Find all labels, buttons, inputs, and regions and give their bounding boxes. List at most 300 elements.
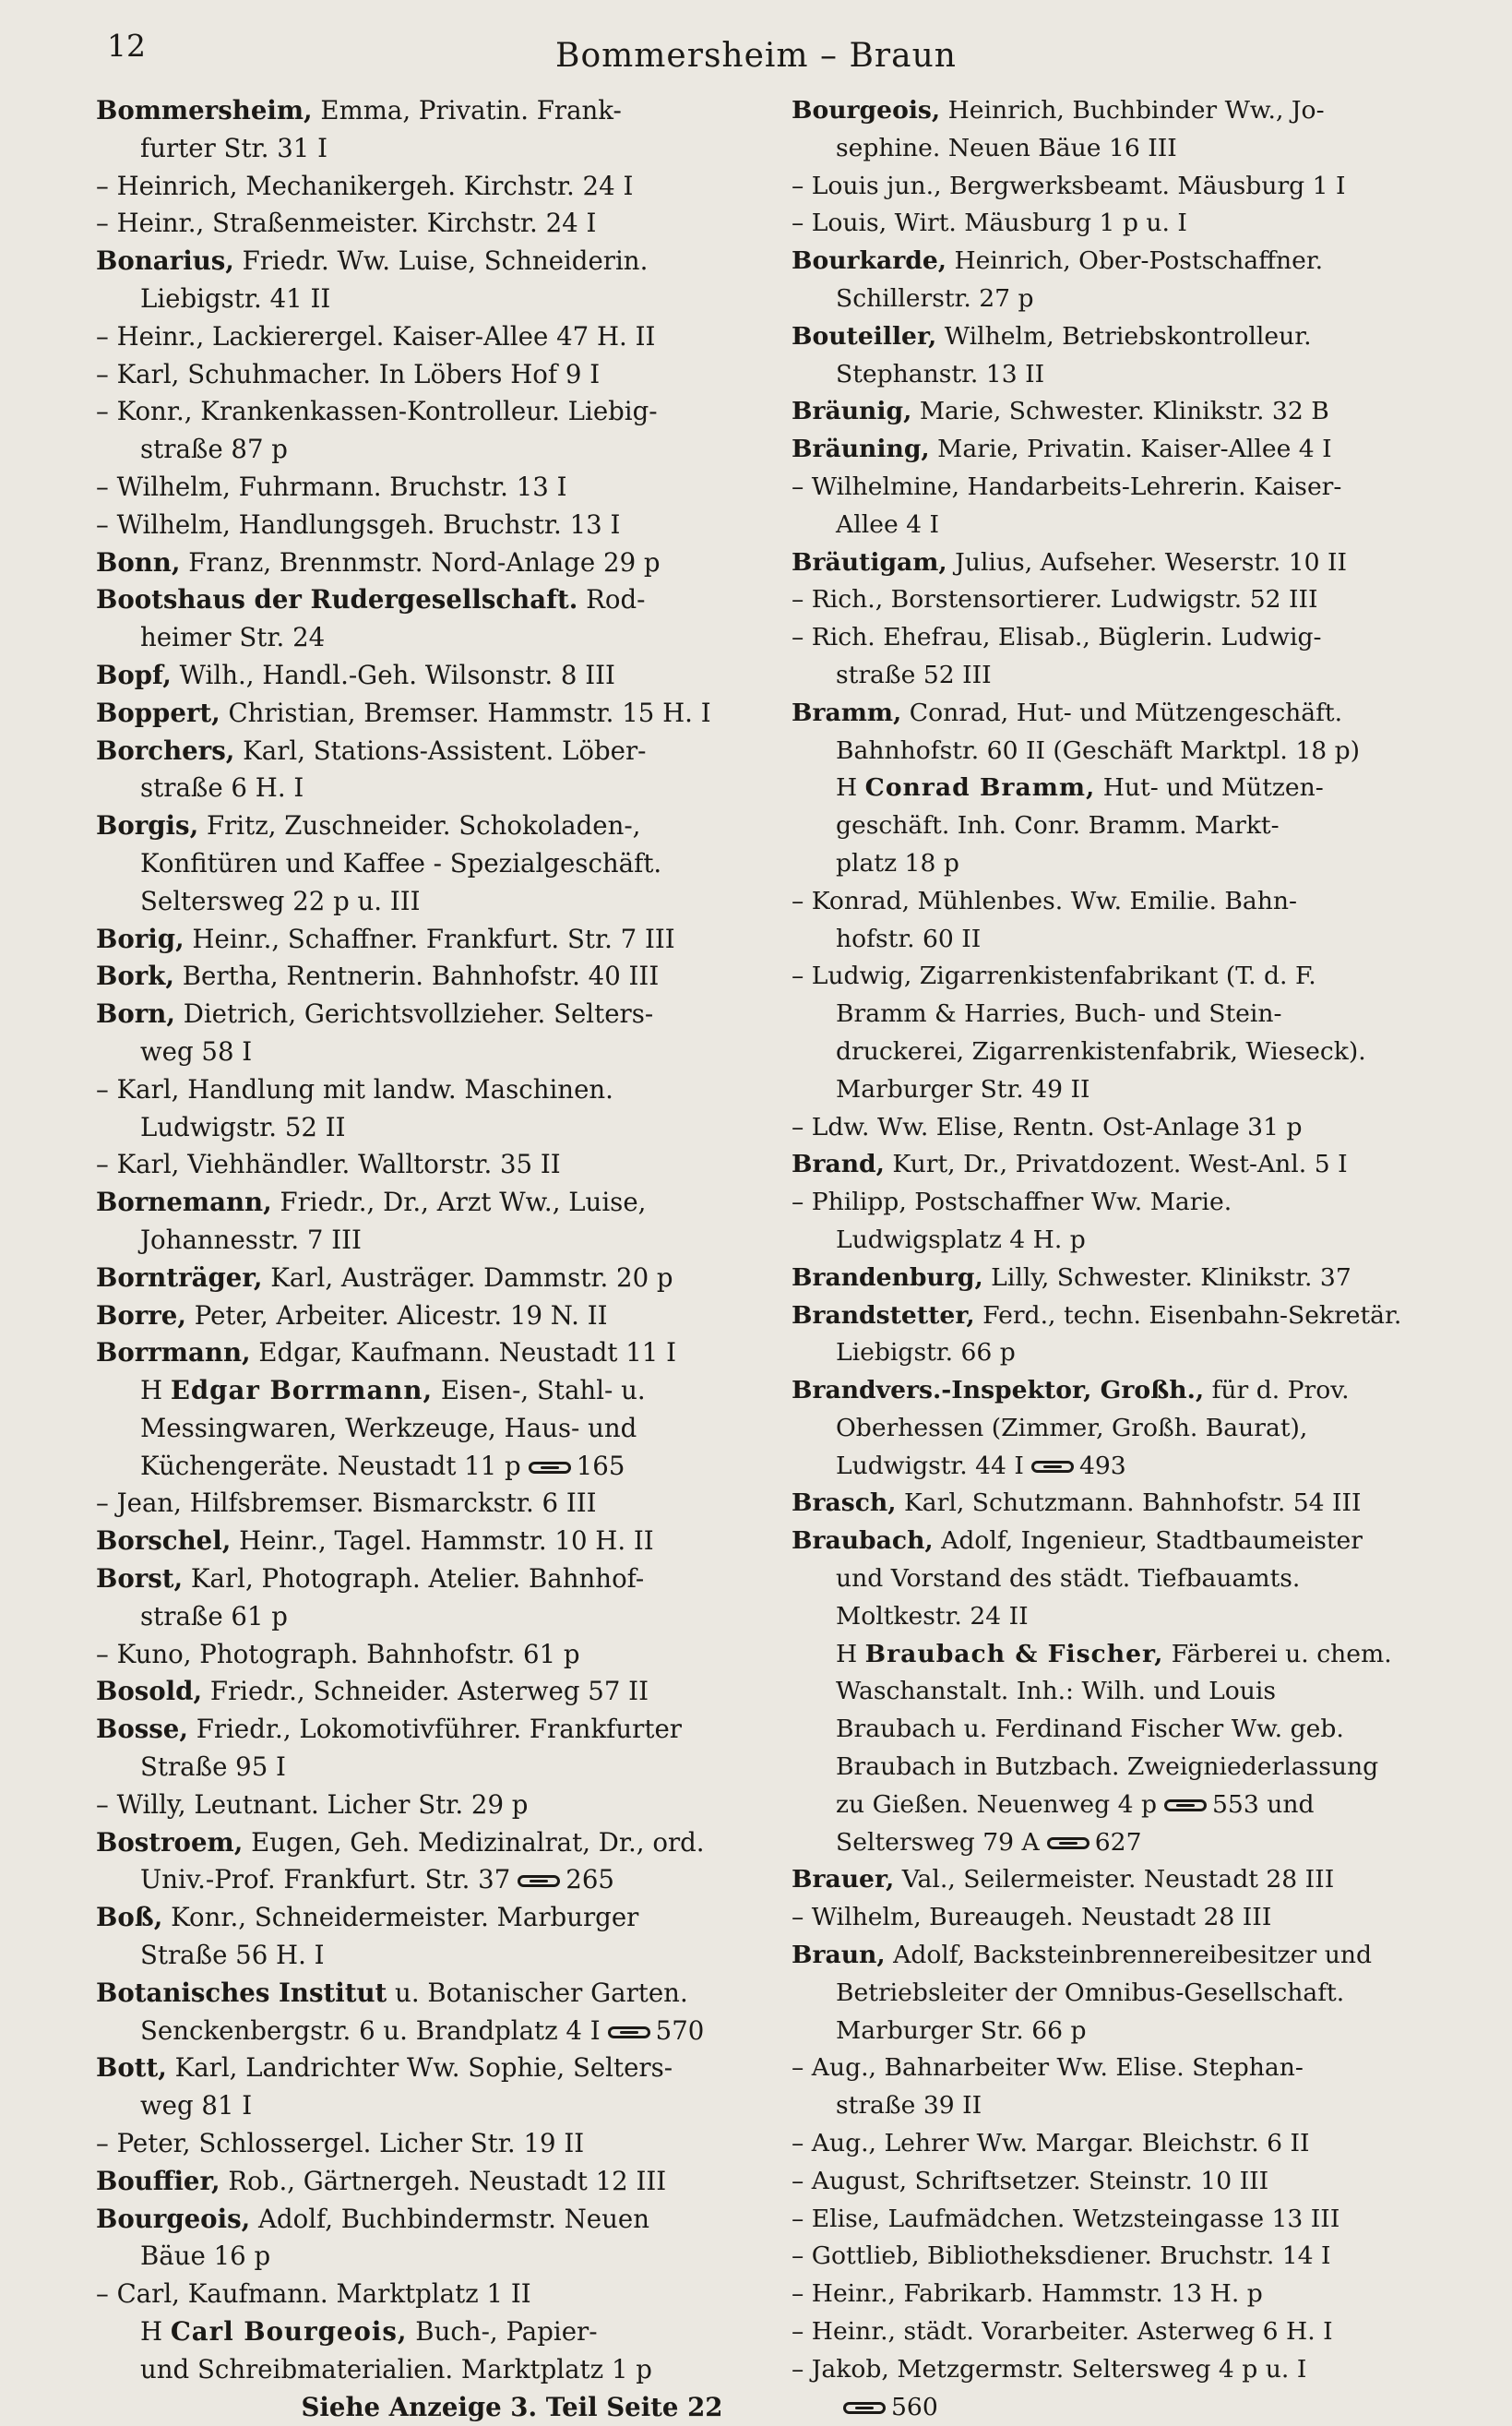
- entry-text: Friedr., Dr., Arzt Ww., Luise,: [271, 1187, 647, 1218]
- entry-surname: Bostroem,: [96, 1826, 244, 1858]
- directory-entry-line: [792, 996, 1456, 1034]
- entry-text: Peter, Arbeiter. Alicestr. 19 N. II: [185, 1299, 608, 1331]
- entry-surname: Brandstetter,: [792, 1300, 975, 1330]
- directory-entry-line: [792, 1749, 1456, 1787]
- entry-text: – Wilhelmine, Handarbeits-Lehrerin. Kaiser-: [792, 472, 1342, 501]
- entry-text: Straße 95 I: [140, 1751, 286, 1783]
- directory-entry-line: [96, 205, 790, 243]
- entry-text: Wilhelm, Betriebskontrolleur.: [936, 321, 1312, 351]
- entry-text: – Ldw. Ww. Elise, Rentn. Ost-Anlage 31 p: [792, 1112, 1303, 1141]
- directory-entry-line: [792, 281, 1456, 318]
- directory-entry-line: [792, 2276, 1456, 2313]
- page-header: Bommersheim – Braun: [555, 37, 957, 75]
- entry-text: – Louis jun., Bergwerksbeamt. Mäusburg 1 I: [792, 171, 1346, 200]
- entry-text: Rod-: [577, 584, 646, 615]
- entry-text: Marie, Privatin. Kaiser-Allee 4 I: [929, 435, 1332, 464]
- entry-surname: Bräutigam,: [792, 547, 947, 577]
- directory-entry-line: [96, 243, 790, 281]
- entry-surname: Bott,: [96, 2052, 167, 2084]
- entry-text: – Heinr., Straßenmeister. Kirchstr. 24 I: [96, 208, 597, 239]
- directory-entry-line: [792, 168, 1456, 206]
- entry-text: Marie, Schwester. Klinikstr. 32 B: [911, 397, 1329, 426]
- directory-entry-line: [792, 958, 1456, 996]
- entry-text: weg 81 I: [140, 2090, 253, 2121]
- telephone-icon: [1031, 1461, 1074, 1473]
- entry-surname: Brandenburg,: [792, 1262, 983, 1292]
- entry-text: – Heinrich, Mechanikergeh. Kirchstr. 24 I: [96, 170, 634, 201]
- directory-entry-line: [96, 1673, 790, 1711]
- entry-text: Friedr. Ww. Luise, Schneiderin.: [233, 245, 649, 277]
- entry-text: Schillerstr. 27 p: [836, 283, 1034, 313]
- directory-entry-line: [792, 2087, 1456, 2125]
- directory-entry-line: [96, 619, 790, 657]
- directory-entry-line: [792, 1071, 1456, 1109]
- entry-text: Lilly, Schwester. Klinikstr. 37: [982, 1262, 1351, 1292]
- entry-surname: Boß,: [96, 1902, 163, 1933]
- entry-surname: Bonn,: [96, 546, 181, 578]
- advert-marker: H: [140, 2316, 171, 2348]
- entry-text: – Peter, Schlossergel. Licher Str. 19 II: [96, 2128, 585, 2159]
- directory-entry-line: [96, 168, 790, 206]
- entry-surname: Bräunig,: [792, 397, 912, 426]
- directory-entry-line: [96, 807, 790, 845]
- entry-text: Eugen, Geh. Medizinalrat, Dr., ord.: [243, 1826, 705, 1858]
- entry-text: Oberhessen (Zimmer, Großh. Baurat),: [836, 1413, 1308, 1442]
- entry-text: Wilh., Handl.-Geh. Wilsonstr. 8 III: [171, 659, 615, 690]
- directory-entry-line: [96, 1636, 790, 1674]
- directory-entry-line: [96, 1787, 790, 1824]
- entry-surname: Bouteiller,: [792, 321, 937, 351]
- directory-entry-line: [792, 657, 1456, 695]
- entry-surname: Brauer,: [792, 1865, 895, 1894]
- telephone-icon: [843, 2402, 886, 2414]
- entry-text: Karl, Landrichter Ww. Sophie, Selters-: [166, 2052, 673, 2084]
- entry-surname: Bräuning,: [792, 435, 930, 464]
- entry-text: – Jakob, Metzgermstr. Seltersweg 4 p u. I: [792, 2354, 1307, 2384]
- directory-entry-line: [96, 1071, 790, 1109]
- directory-entry-line: [792, 1297, 1456, 1335]
- entry-text: Ludwigstr. 52 II: [140, 1111, 346, 1142]
- entry-text: Franz, Brennmstr. Nord-Anlage 29 p: [180, 546, 661, 578]
- telephone-number: 165: [576, 1450, 625, 1481]
- entry-surname: Bornträger,: [96, 1261, 263, 1293]
- directory-entry-line: [96, 1975, 790, 2013]
- telephone-number: 570: [655, 2014, 705, 2046]
- directory-entry-line: [96, 1937, 790, 1975]
- directory-entry-line: [792, 1523, 1456, 1560]
- telephone-icon: [1047, 1837, 1089, 1849]
- directory-entry-line: [792, 469, 1456, 507]
- directory-entry-line: [792, 1560, 1456, 1598]
- entry-text: Seltersweg 22 p u. III: [140, 885, 421, 916]
- directory-entry-line: [792, 695, 1456, 733]
- telephone-icon: [1164, 1799, 1207, 1811]
- entry-text: weg 58 I: [140, 1035, 253, 1067]
- directory-entry-line: [96, 1109, 790, 1147]
- entry-text: Christian, Bremser. Hammstr. 15 H. I: [220, 697, 711, 728]
- entry-text: – Gottlieb, Bibliotheksdiener. Bruchstr. 14 I: [792, 2241, 1331, 2271]
- entry-text: Karl, Stations-Assistent. Löber-: [234, 735, 647, 766]
- directory-entry-line: [96, 1260, 790, 1297]
- directory-entry-line: [792, 1787, 1456, 1824]
- advert-firm-name: Conrad Bramm,: [864, 773, 1096, 803]
- directory-entry-line: [792, 2238, 1456, 2276]
- directory-entry-line: [96, 318, 790, 356]
- entry-text: Eisen-, Stahl- u.: [433, 1375, 646, 1406]
- entry-surname: Braun,: [792, 1941, 886, 1970]
- entry-text: straße 6 H. I: [140, 772, 304, 804]
- entry-surname: Brasch,: [792, 1488, 897, 1518]
- directory-entry-line: [792, 1824, 1456, 1862]
- directory-entry-line: [96, 1598, 790, 1636]
- directory-entry-line: [96, 281, 790, 318]
- directory-entry-line: [96, 733, 790, 771]
- entry-text: Adolf, Ingenieur, Stadtbaumeister: [933, 1526, 1363, 1556]
- entry-text: straße 61 p: [140, 1600, 288, 1631]
- directory-entry-line: [96, 1711, 790, 1749]
- entry-text: Stephanstr. 13 II: [836, 359, 1045, 388]
- directory-entry-line: [96, 657, 790, 695]
- entry-text: Edgar, Kaufmann. Neustadt 11 I: [250, 1337, 677, 1368]
- directory-entry-line: [96, 1523, 790, 1560]
- directory-entry-line: [792, 2125, 1456, 2163]
- entry-text: Kurt, Dr., Privatdozent. West-Anl. 5 I: [884, 1150, 1348, 1179]
- directory-entry-line: [96, 921, 790, 959]
- entry-text: Julius, Aufseher. Weserstr. 10 II: [946, 547, 1348, 577]
- directory-entry-line: [96, 1372, 790, 1410]
- directory-entry-line: [792, 1222, 1456, 1260]
- directory-entry-line: [792, 205, 1456, 243]
- directory-entry-line: [792, 243, 1456, 281]
- entry-text: Liebigstr. 41 II: [140, 282, 331, 314]
- directory-entry-line: [96, 1485, 790, 1523]
- entry-surname: Borgis,: [96, 810, 199, 842]
- entry-text: sephine. Neuen Bäue 16 III: [836, 133, 1177, 162]
- entry-text: und Schreibmaterialien. Marktplatz 1 p: [140, 2353, 652, 2384]
- entry-text: Heinrich, Ober-Postschaffner.: [946, 246, 1324, 276]
- directory-entry-line: [792, 581, 1456, 619]
- entry-surname: Braubach,: [792, 1526, 934, 1556]
- directory-entry-line: [96, 2201, 790, 2239]
- directory-entry-line: [96, 2276, 790, 2313]
- entry-text: Heinr., Schaffner. Frankfurt. Str. 7 III: [184, 923, 675, 954]
- directory-entry-line: [96, 431, 790, 469]
- directory-entry-line: [792, 1334, 1456, 1372]
- directory-entry-line: [96, 1184, 790, 1222]
- entry-surname: Brand,: [792, 1150, 885, 1179]
- advert-reference: Siehe Anzeige 3. Teil Seite 22: [301, 2391, 723, 2422]
- directory-entry-line: [792, 2050, 1456, 2087]
- directory-entry-line: [792, 2201, 1456, 2239]
- entry-text: Dietrich, Gerichtsvollzieher. Selters-: [174, 998, 654, 1030]
- entry-text: Karl, Photograph. Atelier. Bahnhof-: [183, 1563, 645, 1595]
- entry-text: – Aug., Bahnarbeiter Ww. Elise. Stephan-: [792, 2053, 1304, 2083]
- directory-entry-line: [96, 958, 790, 996]
- entry-text: – Philipp, Postschaffner Ww. Marie.: [792, 1188, 1232, 1217]
- entry-surname: Bourgeois,: [96, 2203, 251, 2234]
- entry-surname: Bootshaus der Rudergesellschaft.: [96, 584, 578, 615]
- advert-marker: H: [140, 1375, 171, 1406]
- entry-text: Val., Seilermeister. Neustadt 28 III: [894, 1865, 1335, 1894]
- entry-text: – Louis, Wirt. Mäusburg 1 p u. I: [792, 209, 1187, 238]
- entry-text: Ludwigsplatz 4 H. p: [836, 1225, 1086, 1254]
- directory-entry-line: [792, 1146, 1456, 1184]
- directory-entry-line: [96, 845, 790, 883]
- entry-text: furter Str. 31 I: [140, 132, 328, 163]
- entry-surname: Borig,: [96, 923, 185, 954]
- directory-entry-line: [792, 2163, 1456, 2201]
- directory-entry-line: [96, 2313, 790, 2351]
- directory-entry-line: [96, 1560, 790, 1598]
- directory-entry-line: [792, 356, 1456, 394]
- directory-entry-line: [96, 92, 790, 130]
- directory-entry-line: [96, 2087, 790, 2125]
- entry-text: Bramm & Harries, Buch- und Stein-: [836, 999, 1282, 1029]
- directory-entry-line: [96, 1334, 790, 1372]
- directory-entry-line: [96, 1899, 790, 1937]
- telephone-number: 560: [891, 2392, 938, 2421]
- entry-surname: Bopf,: [96, 659, 172, 690]
- entry-text: Allee 4 I: [836, 509, 940, 539]
- entry-text: Marburger Str. 66 p: [836, 2015, 1087, 2045]
- directory-entry-line: [96, 469, 790, 507]
- entry-text: Braubach in Butzbach. Zweigniederlassung: [836, 1752, 1379, 1782]
- entry-text: Adolf, Backsteinbrennereibesitzer und: [885, 1941, 1372, 1970]
- entry-text: – Karl, Schuhmacher. In Löbers Hof 9 I: [96, 358, 601, 389]
- entry-text: – Kuno, Photograph. Bahnhofstr. 61 p: [96, 1638, 580, 1669]
- directory-entry-line: [792, 1899, 1456, 1937]
- directory-entry-line: [96, 1222, 790, 1260]
- entry-text: Adolf, Buchbindermstr. Neuen: [250, 2203, 649, 2234]
- entry-text: Buch-, Papier-: [407, 2316, 598, 2348]
- directory-entry-line: [96, 393, 790, 431]
- entry-text: zu Gießen. Neuenweg 4 p: [836, 1789, 1157, 1819]
- directory-entry-line: [792, 1937, 1456, 1975]
- directory-entry-line: [96, 1034, 790, 1071]
- directory-entry-line: [792, 507, 1456, 544]
- directory-entry-line: [96, 2013, 790, 2050]
- entry-text: Heinrich, Buchbinder Ww., Jo-: [940, 96, 1325, 125]
- directory-entry-line: [96, 1824, 790, 1862]
- entry-text: Waschanstalt. Inh.: Wilh. und Louis: [836, 1677, 1277, 1706]
- entry-text: Messingwaren, Werkzeuge, Haus- und: [140, 1412, 637, 1443]
- directory-entry-line: [96, 1146, 790, 1184]
- directory-entry-line: [792, 619, 1456, 657]
- entry-text: Friedr., Lokomotivführer. Frankfurter: [187, 1714, 682, 1745]
- entry-surname: Bourgeois,: [792, 96, 941, 125]
- entry-text: – Carl, Kaufmann. Marktplatz 1 II: [96, 2278, 531, 2310]
- directory-entry-line: [792, 1109, 1456, 1147]
- telephone-number: 627: [1094, 1827, 1142, 1857]
- entry-text: – Aug., Lehrer Ww. Margar. Bleichstr. 6 II: [792, 2129, 1310, 2158]
- advert-firm-name: Carl Bourgeois,: [170, 2316, 408, 2348]
- directory-entry-line: [96, 770, 790, 807]
- entry-text: Senckenbergstr. 6 u. Brandplatz 4 I: [140, 2014, 601, 2046]
- telephone-icon: [518, 1875, 560, 1887]
- directory-entry-line: [792, 1861, 1456, 1899]
- directory-entry-line: [96, 2351, 790, 2389]
- directory-entry-line: [96, 996, 790, 1034]
- entry-surname: Brandvers.-Inspektor, Großh.,: [792, 1376, 1205, 1405]
- directory-entry-line: [792, 431, 1456, 469]
- entry-text: Hut- und Mützen-: [1095, 773, 1324, 803]
- entry-text: Betriebsleiter der Omnibus-Gesellschaft.: [836, 1978, 1345, 2007]
- directory-entry-line: [792, 2313, 1456, 2351]
- left-column: [96, 92, 790, 2426]
- directory-entry-line: [96, 1749, 790, 1787]
- directory-entry-line: [96, 1448, 790, 1486]
- telephone-number: 493: [1078, 1451, 1126, 1480]
- entry-text: hofstr. 60 II: [836, 924, 982, 953]
- entry-surname: Borst,: [96, 1563, 184, 1595]
- entry-text: geschäft. Inh. Conr. Bramm. Markt-: [836, 811, 1280, 841]
- directory-entry-line: [792, 393, 1456, 431]
- directory-entry-line: [792, 1410, 1456, 1448]
- entry-text: – Karl, Viehhändler. Walltorstr. 35 II: [96, 1149, 561, 1180]
- directory-entry-line: [792, 1711, 1456, 1749]
- entry-surname: Bourkarde,: [792, 246, 947, 276]
- entry-text: – Heinr., Lackierergel. Kaiser-Allee 47 H. II: [96, 320, 656, 352]
- entry-text: Karl, Schutzmann. Bahnhofstr. 54 III: [896, 1488, 1362, 1518]
- entry-text: – Rich. Ehefrau, Elisab., Büglerin. Ludwig-: [792, 623, 1322, 652]
- entry-text: Konfitüren und Kaffee - Spezialgeschäft.: [140, 847, 662, 878]
- entry-surname: Bosse,: [96, 1714, 188, 1745]
- directory-entry-line: [96, 2050, 790, 2087]
- entry-text: – Wilhelm, Fuhrmann. Bruchstr. 13 I: [96, 471, 567, 502]
- directory-entry-line: [792, 921, 1456, 959]
- entry-surname: Borchers,: [96, 735, 235, 766]
- entry-text: Färberei u. chem.: [1163, 1639, 1392, 1668]
- entry-text: – Ludwig, Zigarrenkistenfabrikant (T. d. F.: [792, 962, 1316, 991]
- entry-surname: Borre,: [96, 1299, 186, 1331]
- entry-text: – Wilhelm, Bureaugeh. Neustadt 28 III: [792, 1903, 1272, 1932]
- entry-text: – Elise, Laufmädchen. Wetzsteingasse 13 III: [792, 2204, 1340, 2233]
- directory-entry-line: [96, 2389, 790, 2426]
- directory-entry-line: [792, 318, 1456, 356]
- entry-surname: Bommersheim,: [96, 95, 313, 125]
- entry-text: – Rich., Borstensortierer. Ludwigstr. 52 III: [792, 585, 1318, 615]
- advert-firm-name: Braubach & Fischer,: [864, 1639, 1164, 1668]
- directory-entry-line: [792, 2389, 1456, 2426]
- entry-text: Ferd., techn. Eisenbahn-Sekretär.: [974, 1300, 1402, 1330]
- entry-surname: Bonarius,: [96, 245, 234, 277]
- directory-entry-line: [96, 130, 790, 168]
- telephone-icon: [608, 2026, 650, 2038]
- advert-marker: H: [836, 1639, 865, 1668]
- entry-text: Bertha, Rentnerin. Bahnhofstr. 40 III: [174, 961, 660, 992]
- entry-text: Liebigstr. 66 p: [836, 1338, 1016, 1368]
- entry-text: Küchengeräte. Neustadt 11 p: [140, 1450, 521, 1481]
- entry-surname: Botanisches Institut: [96, 1977, 387, 2008]
- entry-surname: Bosold,: [96, 1676, 203, 1707]
- entry-text: Heinr., Tagel. Hammstr. 10 H. II: [231, 1525, 654, 1557]
- entry-text: Emma, Privatin. Frank-: [312, 95, 622, 125]
- entry-text: heimer Str. 24: [140, 622, 326, 653]
- entry-text: Johannesstr. 7 III: [140, 1224, 362, 1255]
- directory-entry-line: [792, 1448, 1456, 1486]
- entry-text: – Karl, Handlung mit landw. Maschinen.: [96, 1073, 613, 1105]
- directory-entry-line: [96, 1297, 790, 1335]
- directory-entry-line: [96, 695, 790, 733]
- entry-text: platz 18 p: [836, 848, 959, 878]
- entry-surname: Bramm,: [792, 698, 902, 727]
- directory-entry-line: [96, 2238, 790, 2276]
- directory-entry-line: [792, 1184, 1456, 1222]
- advert-firm-name: Edgar Borrmann,: [170, 1375, 434, 1406]
- entry-text: straße 87 p: [140, 434, 288, 465]
- directory-entry-line: [792, 1372, 1456, 1410]
- directory-entry-line: [792, 1636, 1456, 1674]
- entry-text: straße 39 II: [836, 2091, 982, 2121]
- directory-entry-line: [96, 2125, 790, 2163]
- directory-entry-line: [792, 2351, 1456, 2389]
- entry-text: – Jean, Hilfsbremser. Bismarckstr. 6 III: [96, 1488, 597, 1519]
- directory-entry-line: [792, 845, 1456, 883]
- entry-text: – Heinr., städt. Vorarbeiter. Asterweg 6 H. I: [792, 2317, 1333, 2347]
- directory-entry-line: [792, 1673, 1456, 1711]
- directory-entry-line: [96, 544, 790, 582]
- directory-entry-line: [792, 1260, 1456, 1297]
- directory-entry-line: [792, 1034, 1456, 1071]
- directory-entry-line: [96, 1861, 790, 1899]
- entry-surname: Bornemann,: [96, 1187, 272, 1218]
- entry-surname: Boppert,: [96, 697, 220, 728]
- entry-surname: Borschel,: [96, 1525, 232, 1557]
- directory-entry-line: [96, 883, 790, 921]
- entry-text: Ludwigstr. 44 I: [836, 1451, 1024, 1480]
- entry-text: Konr., Schneidermeister. Marburger: [162, 1902, 639, 1933]
- entry-text: Fritz, Zuschneider. Schokoladen-,: [198, 810, 641, 842]
- entry-text: Seltersweg 79 A: [836, 1827, 1040, 1857]
- page-number: 12: [107, 28, 146, 64]
- directory-entry-line: [96, 507, 790, 544]
- entry-text: u. Botanischer Garten.: [387, 1977, 688, 2008]
- right-column: [792, 92, 1456, 2426]
- directory-entry-line: [96, 581, 790, 619]
- advert-marker: H: [836, 773, 865, 803]
- entry-text: – Willy, Leutnant. Licher Str. 29 p: [96, 1788, 529, 1820]
- entry-text: Moltkestr. 24 II: [836, 1601, 1029, 1631]
- telephone-number: 553 und: [1212, 1789, 1315, 1819]
- entry-text: Friedr., Schneider. Asterweg 57 II: [202, 1676, 649, 1707]
- entry-surname: Borrmann,: [96, 1337, 251, 1368]
- entry-text: Rob., Gärtnergeh. Neustadt 12 III: [220, 2165, 667, 2196]
- directory-entry-line: [792, 807, 1456, 845]
- entry-text: straße 52 III: [836, 660, 992, 689]
- entry-text: – August, Schriftsetzer. Steinstr. 10 III: [792, 2166, 1269, 2195]
- directory-entry-line: [792, 92, 1456, 130]
- entry-surname: Bork,: [96, 961, 174, 992]
- directory-entry-line: [96, 2163, 790, 2201]
- entry-text: Bahnhofstr. 60 II (Geschäft Marktpl. 18 p): [836, 735, 1361, 765]
- telephone-icon: [529, 1462, 571, 1474]
- directory-entry-line: [792, 130, 1456, 168]
- entry-text: Karl, Austräger. Dammstr. 20 p: [262, 1261, 673, 1293]
- directory-entry-line: [792, 883, 1456, 921]
- entry-text: Braubach u. Ferdinand Fischer Ww. geb.: [836, 1715, 1344, 1744]
- entry-text: – Heinr., Fabrikarb. Hammstr. 13 H. p: [792, 2279, 1263, 2309]
- entry-text: Straße 56 H. I: [140, 1940, 325, 1971]
- directory-entry-line: [792, 770, 1456, 807]
- entry-text: Univ.-Prof. Frankfurt. Str. 37: [140, 1864, 511, 1895]
- directory-entry-line: [792, 1485, 1456, 1523]
- directory-entry-line: [96, 1410, 790, 1448]
- entry-text: druckerei, Zigarrenkistenfabrik, Wieseck).: [836, 1036, 1366, 1066]
- entry-text: – Konr., Krankenkassen-Kontrolleur. Liebig-: [96, 396, 658, 427]
- entry-surname: Born,: [96, 998, 175, 1030]
- entry-surname: Bouffier,: [96, 2165, 220, 2196]
- entry-text: Marburger Str. 49 II: [836, 1074, 1090, 1104]
